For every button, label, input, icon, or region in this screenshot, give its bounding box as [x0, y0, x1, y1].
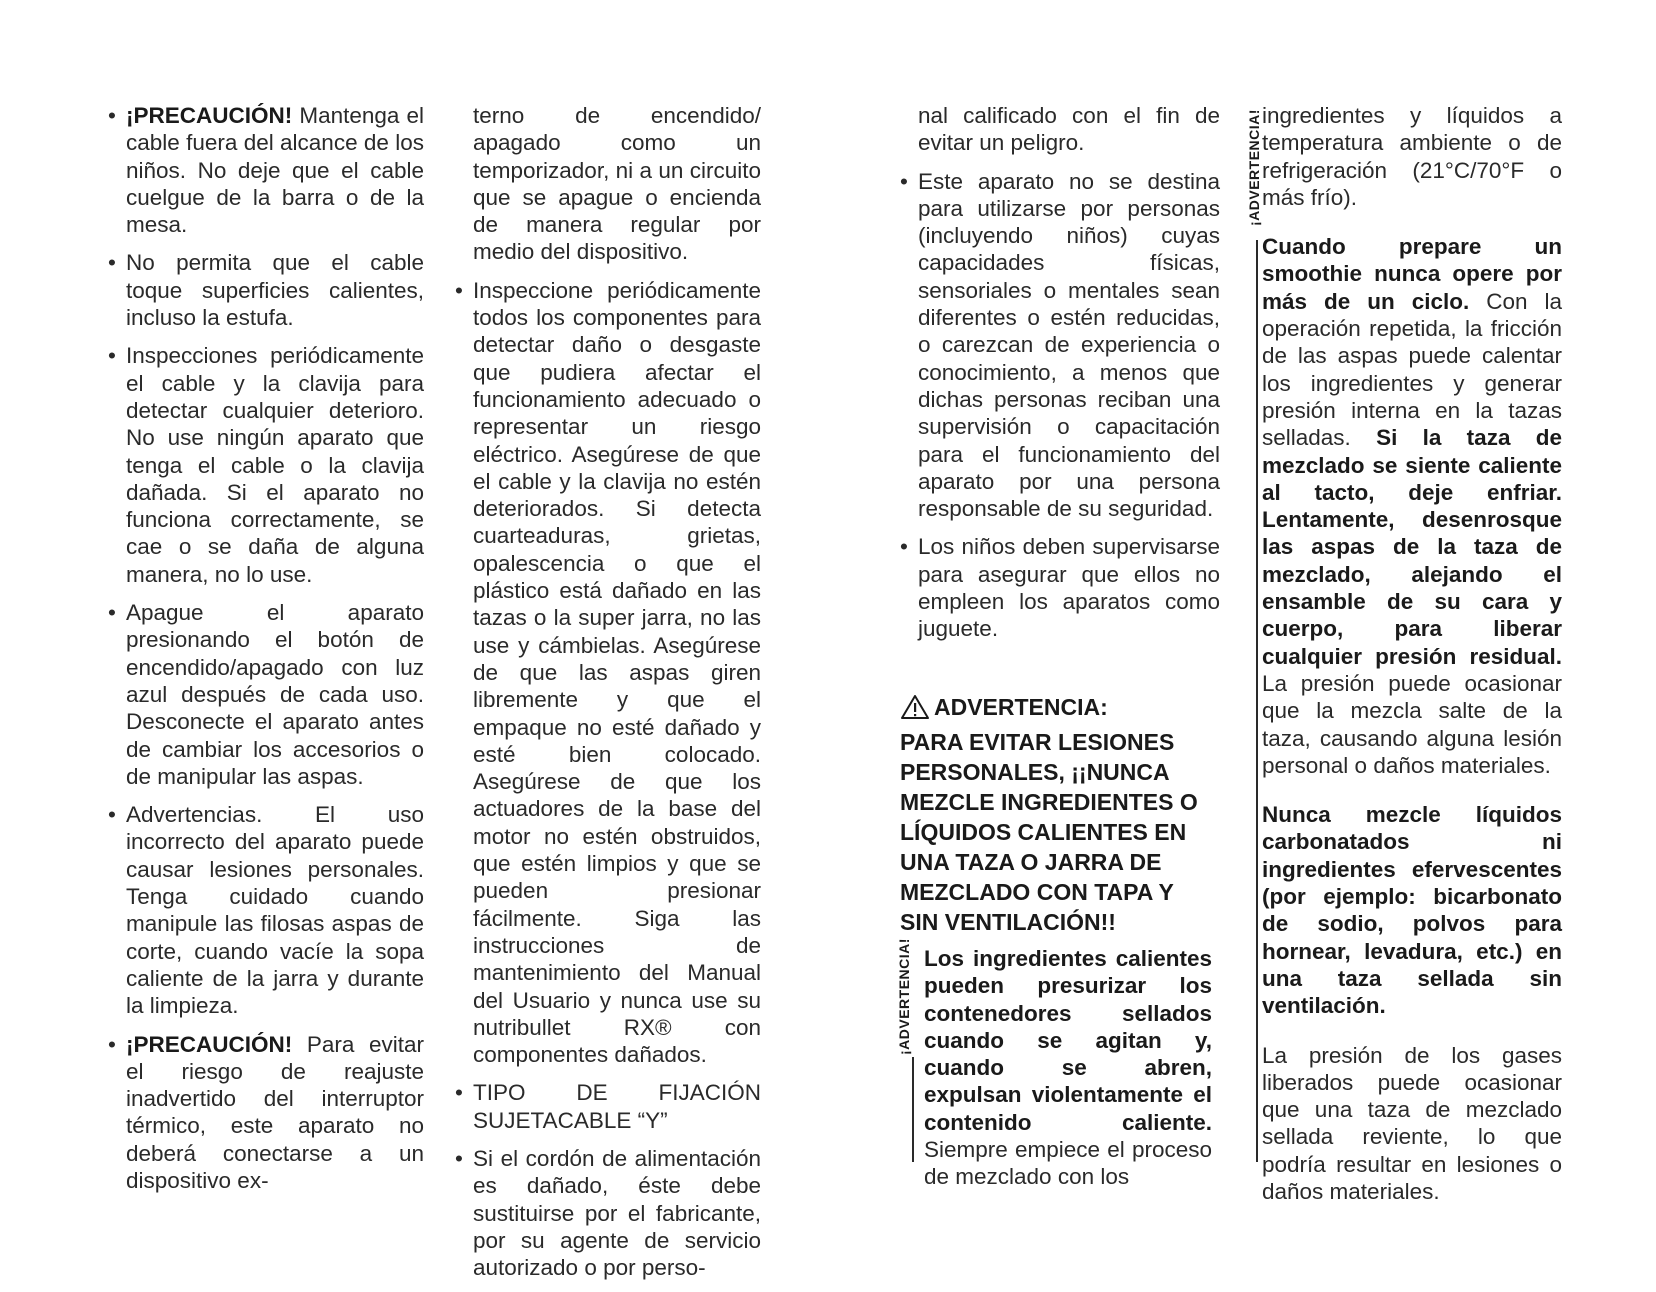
bullet-dot: • — [108, 103, 116, 128]
bullet-text: Apague el aparato presionando el botón de encendido/apagado con luz azul después de cada uso. Desconecte el aparato antes de cambiar los accesorios o de manipular las aspas. — [126, 600, 424, 789]
bullet-inspect-cable — [108, 342, 424, 588]
smoothie-text-2: La presión puede ocasionar que la mezcla salte de la taza, causando alguna lesión personal o daños materiales. — [1262, 670, 1562, 778]
column-4 — [1262, 102, 1562, 1227]
continued-text: ingredientes y líquidos a temperatura ambiente o de refrigeración (21°C/70°F o más frío). — [1262, 103, 1562, 210]
bullet-dot: • — [900, 534, 908, 560]
warning-box — [900, 692, 1205, 937]
bullet-inspect-components — [455, 277, 761, 1069]
bullet-text: Advertencias. El uso incorrecto del aparato puede causar lesiones personales. Tenga cuidado cuando manipule las filosas aspas de corte, cuando vacíe la sopa caliente de la jarra y durante la limpieza. — [126, 802, 424, 1019]
advertencia-rule — [912, 1057, 914, 1162]
warning-title: ADVERTENCIA: — [934, 694, 1108, 720]
advertencia-text — [924, 945, 1212, 1191]
bullet-power-off — [108, 599, 424, 790]
bullet-text: Si el cordón de alimentación es dañado, éste debe sustituirse por el fabricante, por su agente de servicio autorizado o por perso- — [473, 1145, 761, 1281]
bullet-dot: • — [455, 1145, 463, 1171]
bullet-dot: • — [108, 600, 116, 626]
advertencia-normal: Siempre empiece el proceso de mezclado con los — [924, 1137, 1212, 1190]
bullet-text: Inspeccione periódicamente todos los componentes para detectar daño o desgaste que pudiera afectar el funcionamiento adecuado o representar un riesgo eléctrico. Asegúrese de que el cable y la clavija no estén deteriorados. Si detecta cuarteaduras, grietas, opalescencia o que el plástico está dañado en las tazas o la super jarra, no las use y cámbielas. Asegúrese de que las aspas giren libremente y que el empaque no esté dañado y esté bien colocado. Asegúrese de que los actuadores de la base del motor no estén obstruidos, que estén limpios y que se pueden presionar fácilmente. Siga las instrucciones de mantenimiento del Manual del Usuario y nunca use su nutribullet RX® con componentes dañados. — [473, 277, 761, 1068]
advertencia-label-col4: ¡ADVERTENCIA! — [1246, 109, 1262, 226]
bullet-cable-type — [455, 1079, 761, 1134]
caution-label: ¡PRECAUCIÓN! — [126, 1031, 293, 1057]
advertencia-block-col3 — [896, 938, 1212, 1190]
continued-text: terno de encendido/ apagado como un temporizador, ni a un circuito que se apague o encienda de manera regular por medio del dispositivo. — [473, 103, 761, 265]
bullet-text: Este aparato no se destina para utilizarse por personas (incluyendo niños) cuyas capacidades físicas, sensoriales o mentales sean diferentes o estén reducidas, o carezcan de experiencia o conocimiento, a menos que dichas personas reciban una supervisión o capacitación para el funcionamiento del aparato por una persona responsable de su seguridad. — [918, 168, 1220, 522]
column-2 — [455, 102, 761, 1292]
continued-text: nal calificado con el fin de evitar un peligro. — [918, 103, 1220, 156]
bullet-text: Los niños deben supervisarse para asegurar que ellos no empleen los aparatos como juguete. — [918, 534, 1220, 642]
bullet-dot: • — [455, 1080, 463, 1106]
column-1 — [108, 102, 424, 1205]
bullet-children — [900, 533, 1220, 642]
advertencia-label: ¡ADVERTENCIA! — [896, 938, 912, 1055]
bullet-not-for-persons — [900, 168, 1220, 523]
bullet-text: Mantenga el cable fuera del alcance de los niños. No deje que el cable cuelgue de la barra o de la mesa. — [126, 103, 424, 238]
bullet-text: Para evitar el riesgo de reajuste inadvertido del interruptor térmico, este aparato no deberá conectarse a un dispositivo ex- — [126, 1031, 424, 1193]
bullet-text: TIPO DE FIJACIÓN SUJETACABLE “Y” — [473, 1080, 761, 1133]
carbonated-paragraph — [1262, 801, 1562, 1019]
smoothie-text-1: Con la operación repetida, la fricción de las aspas puede calentar los ingredientes y generar presión interna en la tazas selladas. — [1262, 288, 1562, 451]
pressure-paragraph: La presión de los gases liberados puede ocasionar que una taza de mezclado sellada reviente, lo que podría resultar en lesiones o daños materiales. — [1262, 1042, 1562, 1204]
bullet-dot: • — [108, 1031, 116, 1057]
bullet-text: Inspecciones periódicamente el cable y la clavija para detectar cualquier deterioro. No use ningún aparato que tenga el cable o la clavija dañada. Si el aparato no funciona correctamente, se cae o se daña de alguna manera, no lo use. — [126, 343, 424, 587]
bullet-dot: • — [108, 343, 116, 369]
bullet-caution-thermal — [108, 1031, 424, 1195]
bullet-dot: • — [455, 277, 463, 303]
bullet-text: No permita que el cable toque superficies calientes, incluso la estufa. — [126, 250, 424, 331]
column-3 — [900, 102, 1220, 654]
smoothie-paragraph — [1262, 233, 1562, 779]
advertencia-rule-col4 — [1256, 240, 1258, 1162]
warning-body: PARA EVITAR LESIONES PERSONALES, ¡¡NUNCA MEZCLE INGREDIENTES O LÍQUIDOS CALIENTES EN UNA TAZA O JARRA DE MEZCLADO CON TAPA Y SIN VENTILACIÓN!! — [900, 729, 1198, 935]
bullet-dot: • — [108, 802, 116, 828]
smoothie-bold-2: Si la taza de mezclado se siente caliente al tacto, deje enfriar. Lentamente, desenrosque las aspas de la taza de mezclado, alejando el ensamble de su cara y cuerpo, para liberar cualquier presión residual. — [1262, 425, 1562, 669]
bullet-hot-surfaces — [108, 249, 424, 331]
warning-triangle-icon — [900, 694, 930, 727]
carbonated-bold: Nunca mezcle líquidos carbonatados ni ingredientes efervescentes (por ejemplo: bicarbonato de sodio, polvos para hornear, levadura, etc.) en una taza sellada sin ventilación. — [1262, 802, 1562, 1019]
smoothie-bold-1: Cuando prepare un smoothie nunca opere por más de un ciclo. — [1262, 234, 1562, 314]
bullet-warnings — [108, 801, 424, 1019]
caution-label: ¡PRECAUCIÓN! — [126, 103, 293, 128]
warning-heading — [900, 692, 1205, 727]
bullet-dot: • — [900, 168, 908, 194]
bullet-damaged-cord — [455, 1145, 761, 1281]
bullet-caution-cable — [108, 102, 424, 238]
bullet-dot: • — [108, 250, 116, 276]
advertencia-bold: Los ingredientes calientes pueden presurizar los contenedores sellados cuando se agitan y, cuando se abren, expulsan violentamente el contenido caliente. — [924, 946, 1212, 1135]
